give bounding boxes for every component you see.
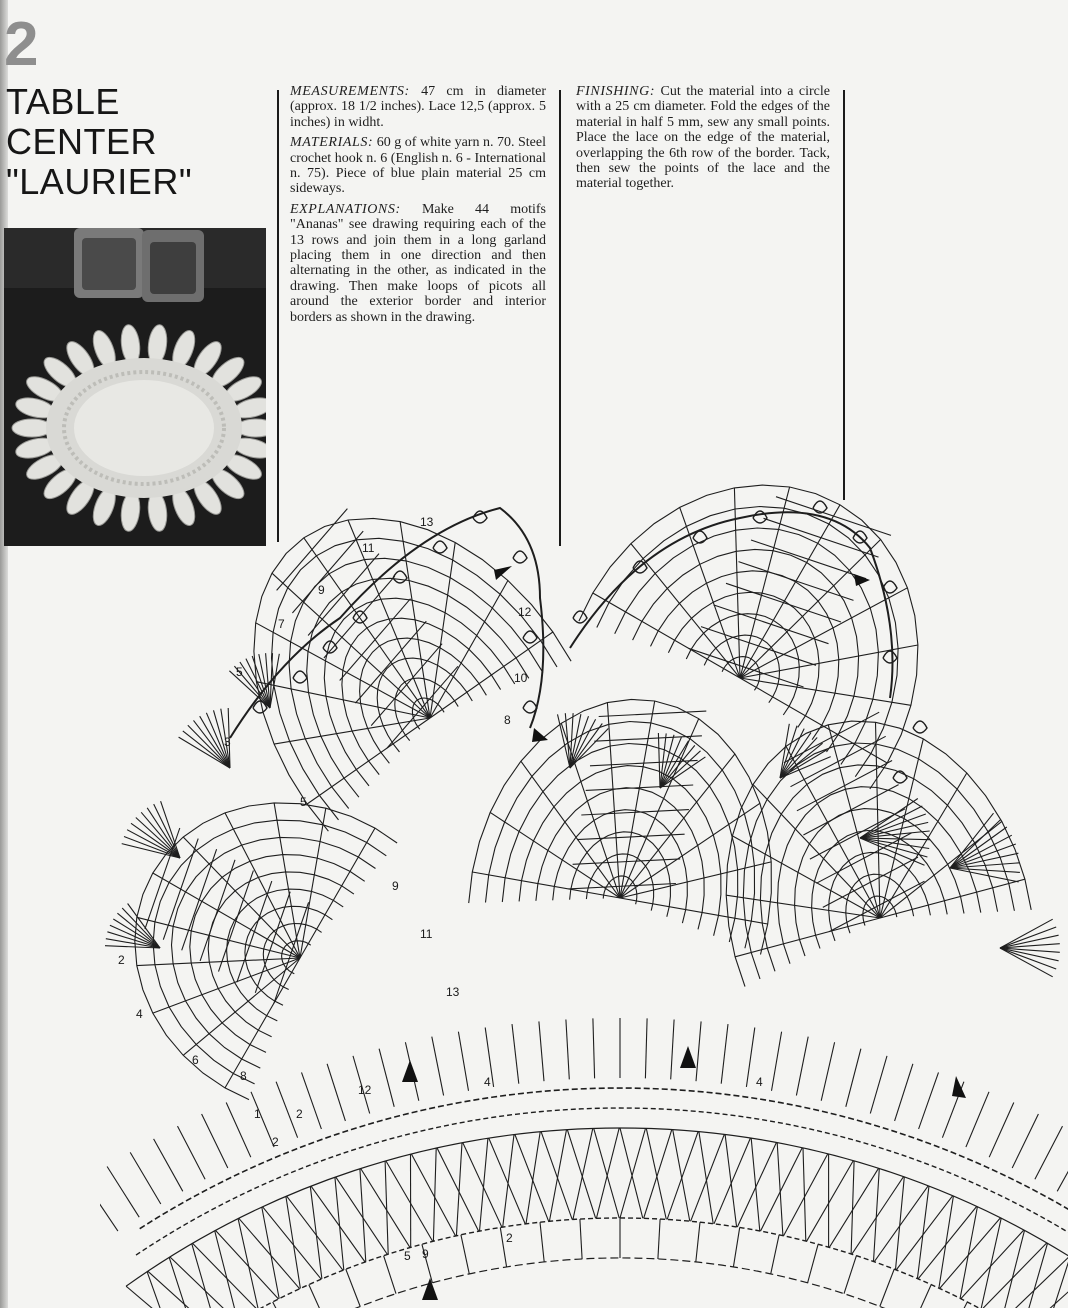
row-label-9b: 9	[392, 879, 399, 893]
row-label-3: 3	[224, 735, 231, 749]
border-stitch	[276, 1082, 298, 1138]
lattice-stitch	[667, 1132, 698, 1220]
lattice-stitch	[169, 1257, 198, 1308]
lattice-stitch	[1022, 1271, 1068, 1308]
column-rule-1	[277, 90, 279, 542]
motif-spoke	[726, 895, 880, 918]
motif-hatch	[200, 860, 235, 961]
border-stitch	[846, 1049, 861, 1107]
motif-spoke	[631, 544, 740, 678]
border-stitch	[721, 1024, 728, 1084]
border-stitch	[458, 1032, 468, 1091]
lattice-stitch	[573, 1128, 593, 1219]
motif-spoke	[225, 958, 300, 1088]
border-stitch	[512, 1024, 519, 1084]
arrow-marker	[532, 728, 548, 742]
lattice-stitch	[386, 1161, 433, 1242]
border-stitch	[327, 1064, 345, 1121]
lattice-stitch	[541, 1132, 572, 1220]
row-label-2c: 2	[272, 1135, 279, 1149]
row-label-5b: 5	[300, 795, 307, 809]
border-stitch	[895, 1064, 913, 1121]
motif-spoke	[880, 773, 967, 918]
lattice-stitch	[311, 1186, 365, 1262]
stitch-fan	[658, 733, 660, 788]
stitch-fan	[860, 838, 927, 857]
title-line-3: "LAURIER"	[6, 161, 193, 202]
finishing-text: Cut the material into a circle with a 25 cm diameter. Fold the edges of the material in half 5 mm, sew any small points. Place the lace on the edge of the material, overlapping the 6th row of the border. Tack, then sew the points of the lace and the material together.	[576, 84, 830, 192]
lattice-stitch	[262, 1207, 279, 1299]
row-label-7: 7	[278, 617, 285, 631]
lattice-stitch	[126, 1286, 197, 1308]
motif-hatch	[182, 849, 217, 950]
lattice-stitch	[896, 1177, 905, 1270]
lattice-stitch	[673, 1130, 690, 1222]
motif-spoke	[561, 723, 620, 898]
row-label-9: 9	[318, 583, 325, 597]
pattern-title	[6, 82, 192, 202]
stitch-fan	[860, 838, 925, 865]
arrow-marker	[854, 574, 870, 586]
motif-spoke	[521, 761, 620, 898]
border-stitch	[178, 1126, 206, 1179]
ladder-stitch	[915, 1285, 931, 1308]
border-stitch	[966, 1092, 989, 1147]
border-stitch	[821, 1042, 834, 1101]
lattice-stitch	[216, 1230, 279, 1299]
stitch-fan	[1000, 919, 1053, 948]
motif-hatch	[219, 871, 254, 972]
row-label-11: 11	[362, 541, 375, 555]
border-stitch	[130, 1152, 161, 1204]
motif-row	[135, 803, 397, 1100]
picot-loop	[883, 581, 897, 593]
row-label-5: 5	[236, 665, 243, 679]
row-label-2: 2	[118, 953, 125, 967]
row-label-11b: 11	[420, 927, 433, 941]
motif-spoke	[607, 703, 620, 898]
motif-spoke	[430, 632, 553, 718]
row-label-13: 13	[420, 515, 434, 529]
motif-row	[615, 528, 879, 764]
motif-spoke	[593, 593, 740, 678]
motif-spoke	[472, 872, 620, 898]
motif-hatch	[829, 881, 924, 931]
picot-loop	[513, 551, 527, 563]
stitch-fan	[1000, 948, 1053, 977]
row-label-2d: 2	[506, 1231, 513, 1245]
border-stitch	[1035, 1126, 1063, 1179]
motif-spoke	[735, 918, 880, 957]
motif-spoke	[274, 718, 430, 744]
picot-loop	[573, 611, 587, 623]
lattice-stitch	[287, 1196, 343, 1270]
finishing-heading: FINISHING:	[576, 84, 656, 99]
motif-spoke	[153, 958, 300, 1013]
motif-row	[172, 837, 376, 1068]
row-label-4b: 4	[484, 1075, 491, 1089]
explanations-heading: EXPLANATIONS:	[290, 201, 401, 217]
motif-hatch	[784, 712, 879, 762]
explanations-text: Make 44 motifs "Ananas" see drawing requiring each of the 13 rows and join them in a long garland placing them in one direction and then alternating in the other, as indicated in the drawing. Then make loops of picots all around the exterior border and interior borders as shown in the drawing.	[290, 201, 546, 325]
lattice-stitch	[917, 1186, 929, 1279]
border-stitch	[107, 1167, 139, 1218]
lattice-stitch	[751, 1138, 760, 1231]
stitch-fan	[570, 719, 596, 768]
lattice-stitch	[1061, 1271, 1068, 1308]
crochet-chart-svg	[100, 478, 1068, 1308]
picot-loop	[433, 541, 447, 553]
arrow-marker	[494, 566, 512, 580]
border-stitch	[989, 1103, 1014, 1158]
materials-paragraph	[290, 135, 546, 197]
border-stitch	[772, 1032, 782, 1091]
motif-spoke	[620, 862, 771, 898]
ladder-stitch	[309, 1285, 325, 1308]
lattice-stitch	[982, 1243, 1047, 1308]
border-stitch	[919, 1072, 939, 1129]
finishing-column	[576, 84, 830, 197]
row-label-6: 6	[192, 1053, 199, 1067]
border-stitch	[202, 1114, 228, 1168]
instructions-column	[290, 84, 546, 330]
arrow-marker	[680, 1046, 696, 1068]
picot-loop	[883, 651, 897, 663]
finishing-paragraph	[576, 84, 830, 192]
motif-row	[668, 592, 819, 727]
motif-hatch	[277, 509, 348, 591]
border-stitch	[870, 1056, 887, 1114]
border-stitch	[379, 1049, 394, 1107]
row-label-4c: 4	[756, 1075, 763, 1089]
picot-loop	[293, 671, 307, 683]
ladder-stitch	[696, 1222, 700, 1262]
border-stitch	[593, 1018, 595, 1078]
picot-loop	[393, 571, 407, 583]
picot-loop	[913, 721, 927, 733]
stitch-fan	[950, 820, 1001, 868]
motif-hatch	[816, 833, 911, 883]
motif-spoke	[256, 623, 430, 718]
border-stitch	[539, 1021, 544, 1081]
motif-spoke	[400, 522, 430, 718]
lattice-stitch	[699, 1132, 713, 1224]
lattice-stitch	[238, 1219, 258, 1308]
border-stitch	[302, 1072, 322, 1129]
ladder-stitch	[273, 1302, 291, 1308]
motif-spoke	[740, 588, 907, 678]
border-stitch	[1057, 1139, 1068, 1191]
explanations-paragraph	[290, 202, 546, 325]
row-label-8: 8	[504, 713, 511, 727]
motif-spoke	[740, 678, 911, 705]
lattice-stitch	[567, 1130, 595, 1219]
border-stitch	[432, 1037, 444, 1096]
ladder-stitch	[658, 1219, 660, 1259]
materials-heading: MATERIALS:	[290, 135, 374, 151]
motif-hatch	[726, 583, 841, 622]
page-number: 2	[4, 10, 39, 79]
row-label-1: 1	[254, 1107, 261, 1121]
row-label-9c: 9	[422, 1247, 429, 1261]
lattice-stitch	[526, 1132, 540, 1224]
lattice-stitch	[874, 1186, 928, 1262]
row-label-4: 4	[136, 1007, 143, 1021]
row-label-12: 12	[518, 605, 532, 619]
motif-spoke	[680, 507, 740, 678]
border-stitch	[671, 1020, 674, 1080]
motif-hatch	[237, 881, 272, 982]
lattice-stitch	[515, 1135, 549, 1222]
stitch-fan	[860, 799, 918, 839]
stitch-fan	[780, 726, 797, 778]
lattice-stitch	[310, 1186, 322, 1279]
ladder-stitch	[540, 1222, 544, 1262]
lattice-stitch	[335, 1177, 344, 1270]
motif-row	[633, 549, 859, 752]
ladder-stitch	[880, 1269, 894, 1306]
measurements-text: 47 cm in diameter (approx. 18 1/2 inches). Lace 12,5 (approx. 5 inches) in widht.	[290, 84, 546, 130]
crochet-chart-diagram	[100, 478, 1068, 1308]
row-label-2b: 2	[296, 1107, 303, 1121]
row-label-13b: 13	[446, 985, 460, 999]
lattice-stitch	[549, 1130, 566, 1222]
motif-outline	[230, 508, 543, 738]
motif-hatch	[324, 576, 395, 658]
motif-spoke	[272, 573, 430, 718]
title-line-2: CENTER	[6, 121, 158, 162]
measurements-paragraph	[290, 84, 546, 130]
border-stitch	[746, 1028, 754, 1087]
ladder-stitch	[844, 1256, 856, 1294]
ladder-stitch	[949, 1302, 967, 1308]
border-stitch	[154, 1139, 183, 1191]
motif-row	[651, 571, 839, 740]
ladder-stitch	[384, 1256, 396, 1294]
lattice-stitch	[1062, 1301, 1068, 1308]
row-label-5c: 5	[404, 1249, 411, 1263]
motif-hatch	[292, 531, 363, 613]
lattice-stitch	[725, 1135, 737, 1228]
row-label-8b: 8	[240, 1069, 247, 1083]
motif-spoke	[430, 543, 455, 719]
border-stitch	[796, 1037, 808, 1096]
lattice-stitch	[193, 1243, 258, 1308]
lattice-stitch	[960, 1207, 977, 1299]
lattice-stitch	[1042, 1257, 1068, 1308]
border-stitch	[696, 1021, 701, 1081]
motif-spoke	[880, 879, 1025, 918]
stitch-fan	[122, 844, 180, 858]
border-stitch	[566, 1020, 569, 1080]
motif-hatch	[739, 562, 854, 601]
motif-spoke	[137, 917, 300, 958]
border-stitch	[100, 1181, 118, 1231]
lattice-stitch	[147, 1272, 178, 1308]
row-label-10: 10	[514, 671, 528, 685]
ladder-stitch	[733, 1228, 739, 1268]
arrow-marker	[422, 1278, 438, 1300]
motif-row	[227, 889, 344, 1021]
border-stitch	[1012, 1114, 1038, 1168]
ladder-stitch	[808, 1244, 819, 1283]
lattice-stitch	[646, 1128, 666, 1219]
motif-spoke	[620, 701, 655, 898]
motif-row	[597, 507, 898, 777]
motif-row	[208, 872, 354, 1037]
lattice-stitch	[644, 1130, 672, 1219]
arrow-marker	[952, 1076, 966, 1098]
column-rule-3	[843, 90, 845, 500]
lattice-stitch	[263, 1207, 322, 1279]
border-stitch	[645, 1018, 647, 1078]
motif-spoke	[734, 488, 740, 678]
motif-hatch	[803, 785, 898, 835]
lattice-stitch	[961, 1230, 1024, 1299]
motif-outline	[570, 512, 893, 698]
measurements-heading: MEASUREMENTS:	[290, 84, 410, 99]
lattice-stitch	[896, 1196, 952, 1270]
lattice-stitch	[981, 1218, 1001, 1308]
motif-hatch	[751, 540, 866, 579]
motif-spoke	[740, 505, 840, 678]
ladder-stitch	[580, 1219, 582, 1259]
motif-hatch	[776, 497, 891, 536]
motif-spoke	[876, 722, 881, 918]
motif-row	[686, 614, 799, 715]
lattice-stitch	[807, 1161, 854, 1242]
title-line-1: TABLE	[6, 81, 120, 122]
row-label-12b: 12	[358, 1083, 372, 1097]
motif-spoke	[137, 958, 300, 966]
arrow-marker	[402, 1060, 418, 1082]
lattice-stitch	[480, 1138, 488, 1231]
ladder-stitch	[346, 1269, 360, 1306]
lattice-stitch	[918, 1206, 977, 1279]
lattice-stitch	[503, 1135, 514, 1228]
motif-spoke	[183, 958, 300, 1055]
ladder-stitch	[461, 1235, 469, 1274]
motif-hatch	[791, 736, 886, 786]
lattice-stitch	[691, 1134, 725, 1221]
ladder-stitch	[771, 1235, 779, 1274]
materials-text: 60 g of white yarn n. 70. Steel crochet hook n. 6 (English n. 6 - International n. 75). Piece of blue plain material 25 cm sideways.	[290, 135, 546, 197]
border-stitch	[226, 1103, 251, 1158]
